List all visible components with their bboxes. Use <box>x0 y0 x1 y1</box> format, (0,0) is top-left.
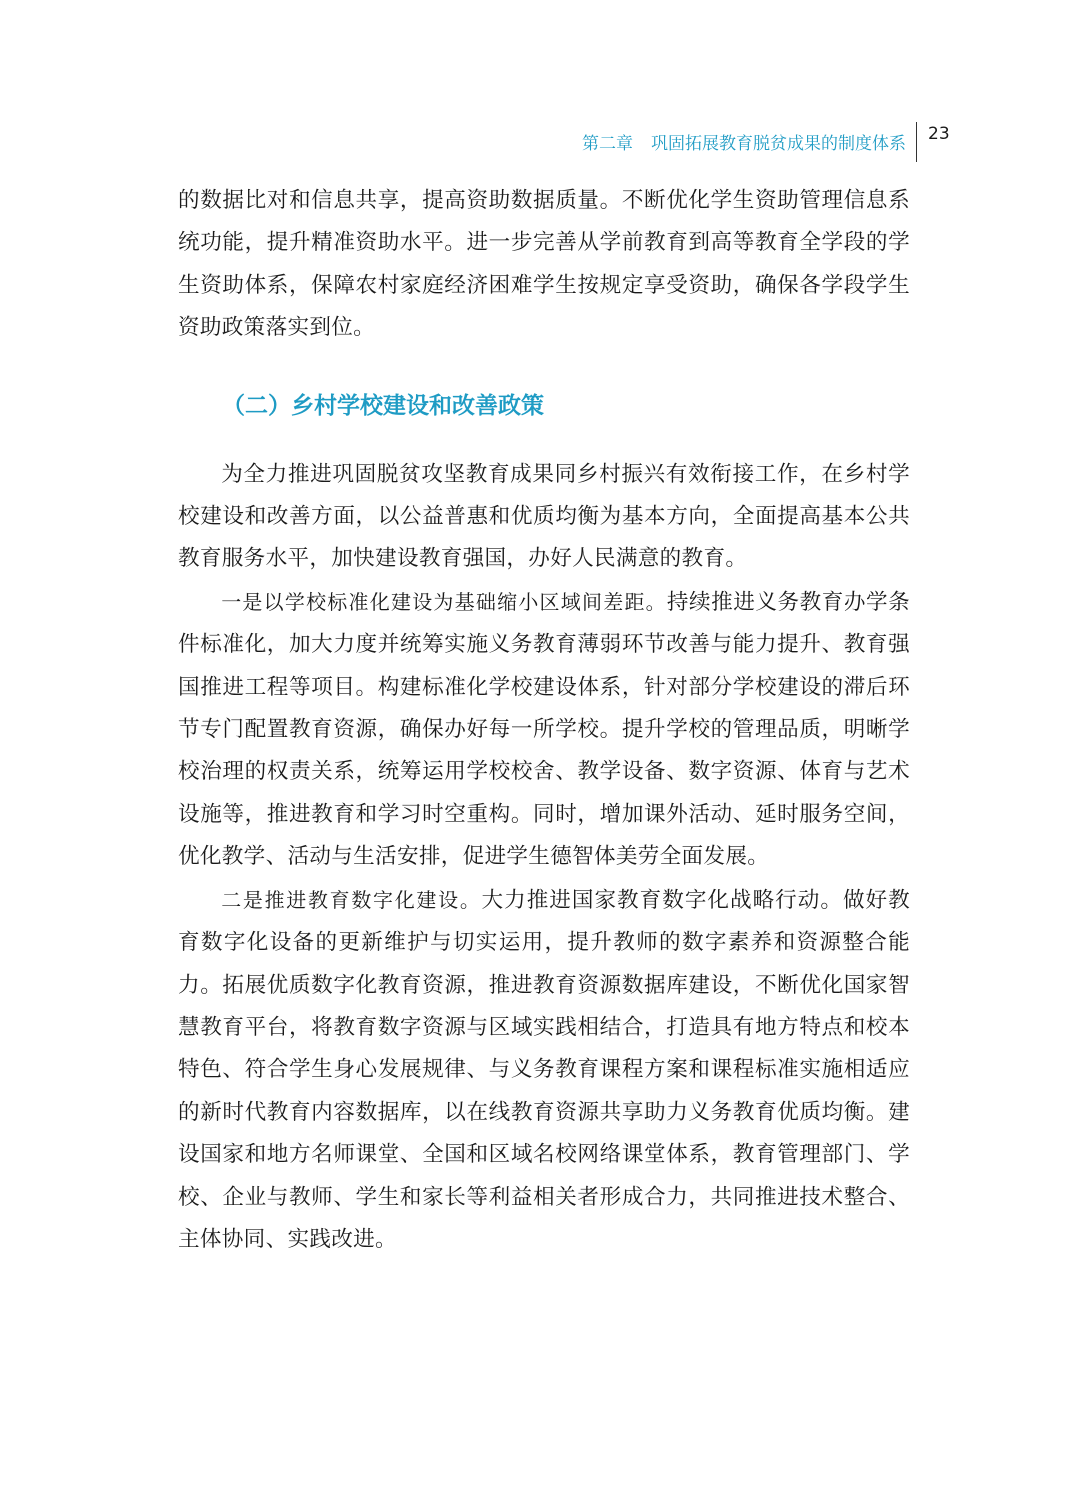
point-two-text: 大力推进国家教育数字化战略行动。做好教育数字化设备的更新维护与切实运用，提升教师的数字素养和资源整合能力。拓展优质数字化教育资源，推进教育资源数据库建设，不断优化国家智慧教育平台，将教育数字资源与区域实践相结合，打造具有地方特点和校本特色、符合学生身心发展规律、与义务教育课程方案和课程标准实施相适应的新时代教育内容数据库，以在线教育资源共享助力义务教育优质均衡。建设国家和地方名师课堂、全国和区域名校网络课堂体系，教育管理部门、学校、企业与教师、学生和家长等利益相关者形成合力，共同推进技术整合、主体协同、实践改进。 <box>178 887 911 1252</box>
point-two-lead: 二是推进教育数字化建设。 <box>221 887 482 912</box>
paragraph-continued: 的数据比对和信息共享，提高资助数据质量。不断优化学生资助管理信息系统功能，提升精准资助水平。进一步完善从学前教育到高等教育全学段的学生资助体系，保障农村家庭经济困难学生按规定享受资助，确保各学段学生资助政策落实到位。 <box>178 188 910 341</box>
chapter-title: 巩固拓展教育脱贫成果的制度体系 <box>651 134 906 154</box>
section-heading: （二）乡村学校建设和改善政策 <box>222 392 544 419</box>
paragraph-point-two <box>178 879 910 1262</box>
point-one-lead: 一是以学校标准化建设为基础缩小区域间差距。 <box>221 589 667 614</box>
paragraph-intro: 为全力推进巩固脱贫攻坚教育成果同乡村振兴有效衔接工作，在乡村学校建设和改善方面，以公益普惠和优质均衡为基本方向，全面提高基本公共教育服务水平，加快建设教育强国，办好人民满意的教育。 <box>178 461 910 572</box>
point-one-text: 持续推进义务教育办学条件标准化，加大力度并统筹实施义务教育薄弱环节改善与能力提升、教育强国推进工程等项目。构建标准化学校建设体系，针对部分学校建设的滞后环节专门配置教育资源，确保办好每一所学校。提升学校的管理品质，明晰学校治理的权责关系，统筹运用学校校舍、教学设备、数字资源、体育与艺术设施等，推进教育和学习时空重构。同时，增加课外活动、延时服务空间，优化教学、活动与生活安排，促进学生德智体美劳全面发展。 <box>178 589 911 870</box>
header-divider <box>916 122 917 162</box>
page-body <box>178 180 910 1261</box>
running-header <box>582 128 906 160</box>
page-number: 23 <box>928 124 950 144</box>
paragraph-point-one <box>178 581 910 879</box>
chapter-number: 第二章 <box>582 134 633 154</box>
